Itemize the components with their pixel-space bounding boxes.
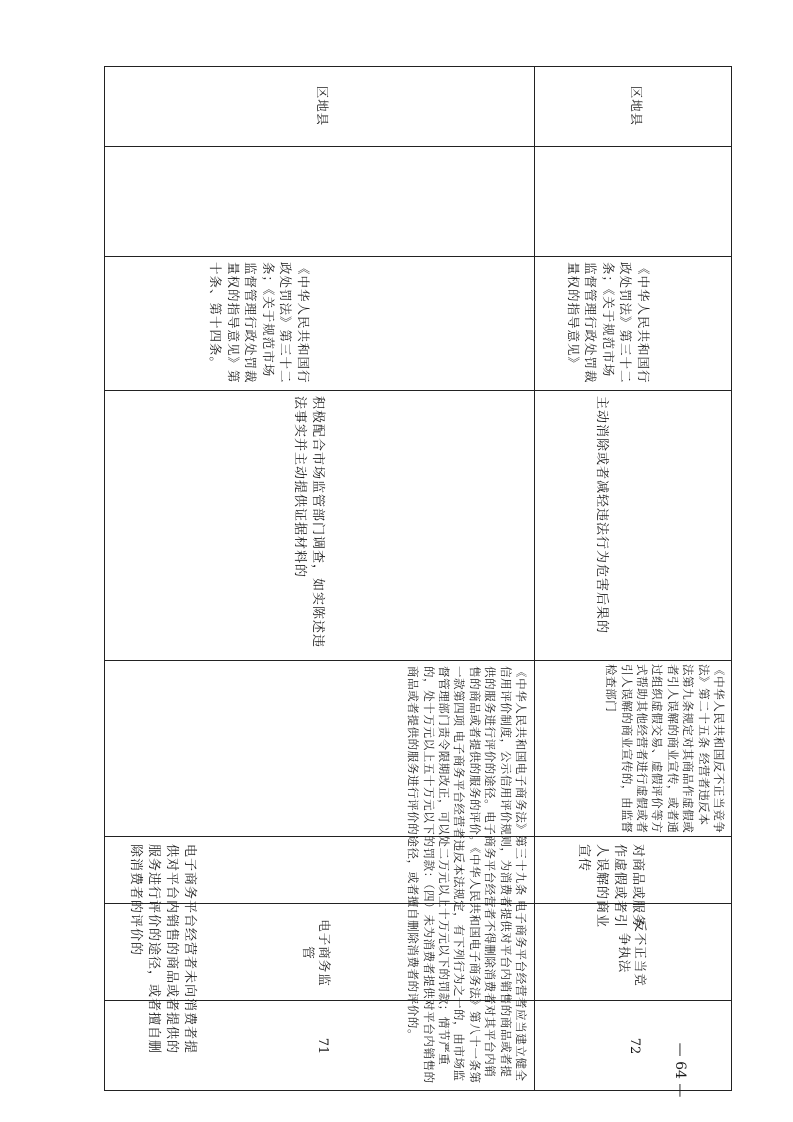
row-72-basis-cell: [534, 660, 732, 836]
reference-text: 《中华人民共和国行政处罚法》第三十二条；《关于规范市场监督管理行政处罚裁量权的指导意见》第十条、第十四条。: [208, 262, 311, 384]
category: 反不正当竞争执法: [617, 919, 648, 987]
page-number: — 64 —: [672, 1042, 688, 1098]
circumstance-text: 积极配合市场监管部门调查，如实陈述违法事实并主动提供证据材料的: [292, 396, 325, 649]
basis-text: 《中华人民共和国反不正当竞争法》第二十五条 经营者违反本法第九条规定对其商品作虚假或者引人误解的商业宣传，或者通过组织虚假交易、虚假评价等方式帮助其他经营者进行虚假或者引人误解的商业宣传的，由监督检查部门: [604, 664, 726, 834]
row-71-circumstance-cell: [104, 390, 534, 660]
row-72-reference-cell: [534, 256, 732, 390]
applicable-level: 区地县: [315, 85, 330, 127]
row-71-applicable-cell: [104, 66, 534, 146]
row-71-blank-cell: [104, 146, 534, 256]
category: 电子商务监管: [301, 919, 332, 987]
row-72-violation-cell: [534, 836, 732, 929]
row-72-blank-cell: [534, 146, 732, 256]
row-71-reference-cell: [104, 256, 534, 390]
row-number: 71: [315, 1037, 330, 1055]
applicable-level: 区地县: [629, 85, 644, 127]
reference-text: 《中华人民共和国行政处罚法》第三十二条；《关于规范市场监督管理行政处罚裁量权的指导意见》: [566, 262, 651, 384]
circumstance-text: 主动消除或者减轻违法行为危害后果的: [594, 396, 609, 635]
row-72-number-cell: [534, 1000, 732, 1091]
violation-text: 对商品或服务作虚假或者引人误解的商业宣传: [576, 844, 645, 929]
row-number: 72: [627, 1037, 642, 1055]
basis-text: 《中华人民共和国电子商务法》第三十九条 电子商务平台经营者应当建立健全信用评价制度，公示信用评价规则，为消费者提供对平台内销售的商品或者提供的服务进行评价的途径。电子商务平台经营者不得删除消费者对其平台内销售的商品或者提供的服务的评价。《中华人民共和国电子商务法》第八十一条第一款第四项 电子商务平台经营者违反本法规定，有下列行为之一的，由市场监督管理部门责令限期改正，可以处二万元以上十万元以下的罚款；情节严重的，处十万元以上五十万元以下的罚款：（四）未为消费者提供对平台内销售的商品或者提供的服务进行评价的途径，或者擅自删除消费者的评价的。: [406, 666, 528, 1084]
row-72-circumstance-cell: [534, 390, 732, 660]
row-72-applicable-cell: [534, 66, 732, 146]
violation-text: 电子商务平台经营者未向消费者提供对平台内销售的商品或者提供的服务进行评价的途径，或者擅自删除消费者的评价的: [128, 844, 197, 1055]
